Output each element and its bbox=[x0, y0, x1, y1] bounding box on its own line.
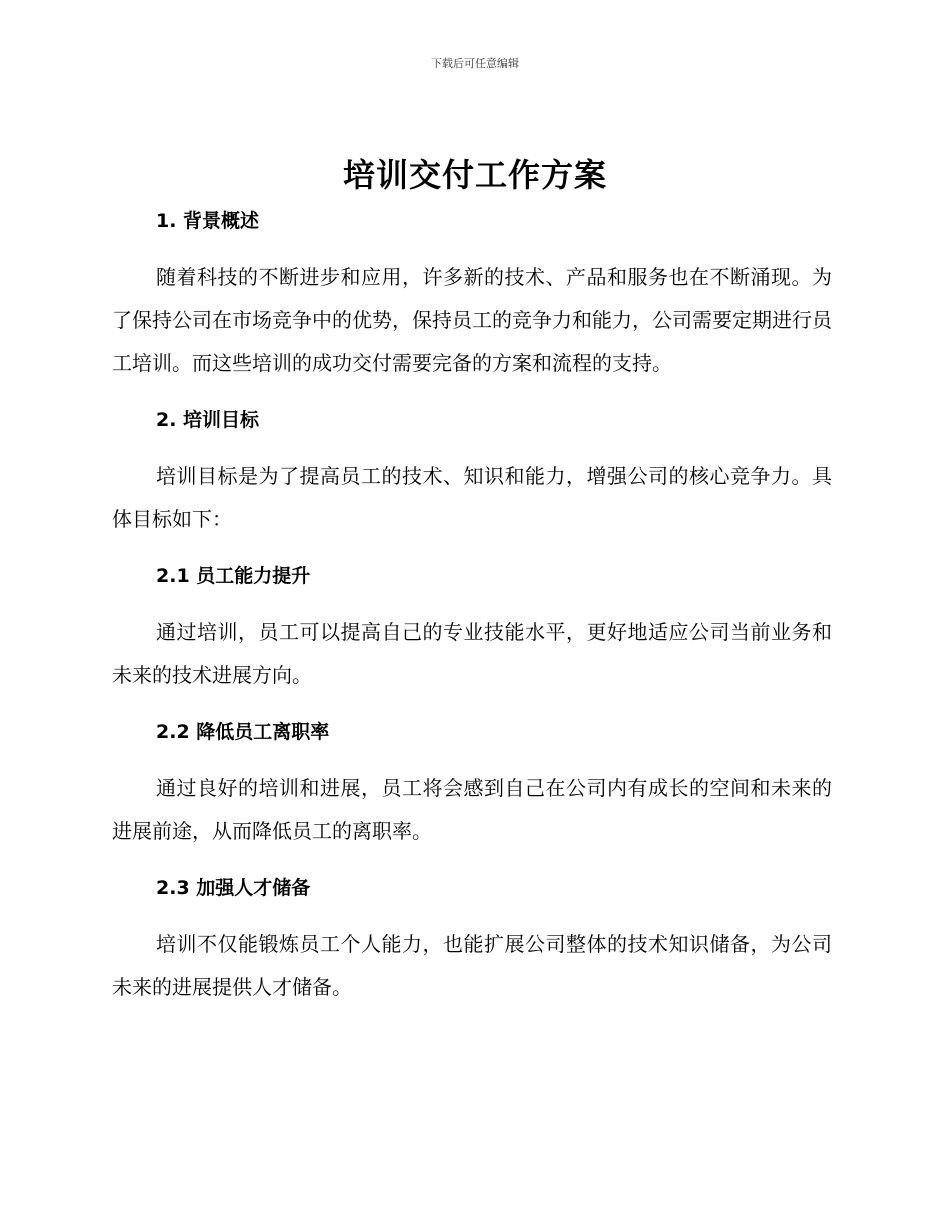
document-title: 培训交付工作方案 bbox=[342, 156, 607, 194]
section-talent-reserve bbox=[112, 871, 832, 1009]
section-heading: 1. 背景概述 bbox=[156, 210, 260, 232]
section-heading: 2. 培训目标 bbox=[156, 409, 260, 431]
section-training-goals bbox=[112, 403, 832, 559]
section-heading: 2.2 降低员工离职率 bbox=[156, 721, 330, 743]
section-heading: 2.1 员工能力提升 bbox=[156, 565, 311, 587]
section-paragraph: 培训不仅能锻炼员工个人能力，也能扩展公司整体的技术知识储备，为公司未来的进展提供人才储备。 bbox=[112, 932, 832, 999]
header-note: 下载后可任意编辑 bbox=[431, 57, 519, 70]
section-heading: 2.3 加强人才储备 bbox=[156, 877, 311, 899]
section-background bbox=[112, 204, 832, 403]
document-body bbox=[112, 204, 832, 1009]
section-paragraph: 通过良好的培训和进展，员工将会感到自己在公司内有成长的空间和未来的进展前途，从而降低员工的离职率。 bbox=[112, 776, 832, 843]
section-reduce-turnover bbox=[112, 715, 832, 871]
section-paragraph: 培训目标是为了提高员工的技术、知识和能力，增强公司的核心竞争力。具体目标如下： bbox=[112, 464, 832, 531]
section-paragraph: 随着科技的不断进步和应用，许多新的技术、产品和服务也在不断涌现。为了保持公司在市场竞争中的优势，保持员工的竞争力和能力，公司需要定期进行员工培训。而这些培训的成功交付需要完备的方案和流程的支持。 bbox=[112, 265, 832, 375]
section-employee-ability bbox=[112, 559, 832, 715]
section-paragraph: 通过培训，员工可以提高自己的专业技能水平，更好地适应公司当前业务和未来的技术进展方向。 bbox=[112, 620, 832, 687]
